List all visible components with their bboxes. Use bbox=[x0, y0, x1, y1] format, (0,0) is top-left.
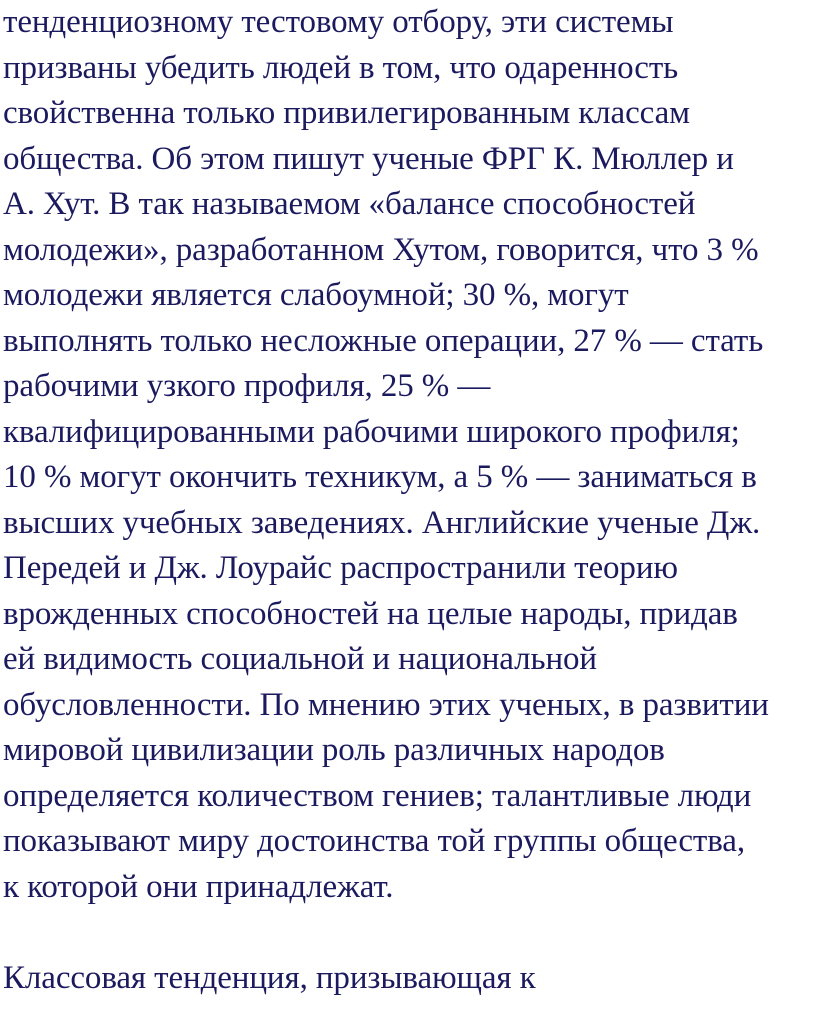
text-line: призваны убедить людей в том, что одаренность bbox=[3, 49, 679, 86]
text-line: мировой цивилизации роль различных народов bbox=[3, 732, 665, 768]
text-line: А. Хут. В так называемом «балансе способностей bbox=[3, 186, 696, 222]
text-line: свойственна только привилегированным классам bbox=[3, 95, 690, 131]
text-line: общества. Об этом пишут ученые ФРГ К. Мюллер и bbox=[3, 140, 734, 177]
text-line: к которой они принадлежат. bbox=[3, 868, 394, 905]
text-line: молодежи», разработанном Хутом, говорится, что 3 % bbox=[3, 231, 759, 268]
text-line: Передей и Дж. Лоурайс распространили теорию bbox=[3, 550, 678, 586]
paragraph bbox=[3, 0, 815, 910]
text-line: врожденных способностей на целые народы, придав bbox=[3, 595, 738, 632]
text-line: определяется количеством гениев; талантливые люди bbox=[3, 777, 752, 814]
text-line: обусловленности. По мнению этих ученых, в развитии bbox=[3, 686, 769, 723]
text-line: рабочими узкого профиля, 25 % — bbox=[3, 368, 491, 404]
paragraph-gap bbox=[3, 910, 815, 956]
text-line: ей видимость социальной и национальной bbox=[3, 641, 597, 677]
text-line: показывают миру достоинства той группы общества, bbox=[3, 823, 745, 859]
text-line: 10 % могут окончить техникум, а 5 % — заниматься в bbox=[3, 459, 757, 495]
text-line: выполнять только несложные операции, 27 % — стать bbox=[3, 322, 764, 359]
text-line: высших учебных заведениях. Английские ученые Дж. bbox=[3, 504, 761, 541]
text-line: квалифицированными рабочими широкого профиля; bbox=[3, 413, 740, 450]
paragraph bbox=[3, 956, 815, 1002]
text-line: молодежи является слабоумной; 30 %, могут bbox=[3, 277, 629, 313]
text-line: тенденциозному тестовому отбору, эти системы bbox=[3, 4, 674, 40]
document-page bbox=[3, 0, 815, 1001]
text-line: Классовая тенденция, призывающая к bbox=[3, 959, 536, 996]
